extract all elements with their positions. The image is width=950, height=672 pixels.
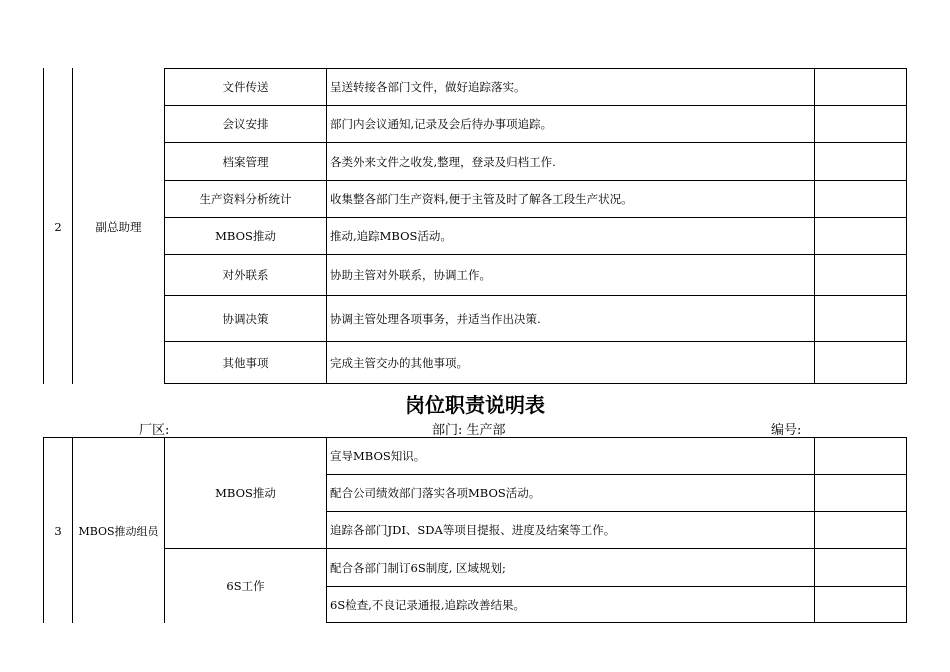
duty-item: 文件传送 — [222, 80, 269, 94]
duty-description: 完成主管交办的其他事项。 — [330, 355, 468, 370]
factory-label: 厂区: — [139, 422, 170, 438]
duty-description: 宣导MBOS知识。 — [330, 449, 426, 463]
duty-description: 呈送转接各部门文件，做好追踪落实。 — [330, 80, 526, 94]
code-label: 编号: — [771, 422, 802, 438]
duty-description: 协调主管处理各项事务，并适当作出决策. — [330, 311, 541, 326]
position-name: 副总助理 — [95, 219, 142, 234]
duty-item: 对外联系 — [222, 268, 269, 282]
duty-description: 收集整各部门生产资料,便于主管及时了解各工段生产状况。 — [330, 192, 633, 206]
duty-item: 生产资料分析统计 — [199, 192, 292, 206]
duty-description: 6S检查,不良记录通报,追踪改善结果。 — [330, 597, 526, 612]
duty-description: 配合公司绩效部门落实各项MBOS活动。 — [330, 486, 541, 500]
duty-item: MBOS推动 — [215, 486, 276, 500]
duty-item: 其他事项 — [222, 355, 269, 370]
duty-item: MBOS推动 — [215, 229, 276, 243]
duty-description: 部门内会议通知,记录及会后待办事项追踪。 — [330, 117, 553, 131]
duty-description: 协助主管对外联系，协调工作。 — [330, 268, 491, 282]
duty-description: 配合各部门制订6S制度, 区域规划; — [330, 560, 506, 575]
row-number: 3 — [54, 523, 62, 538]
row-number: 2 — [54, 219, 62, 234]
page-title: 岗位职责说明表 — [405, 392, 545, 417]
duty-item: 档案管理 — [222, 154, 269, 169]
department-label: 部门: 生产部 — [432, 422, 506, 438]
duty-item: 6S工作 — [226, 579, 265, 593]
duty-item: 会议安排 — [222, 117, 269, 131]
duty-description: 各类外来文件之收发,整理，登录及归档工作. — [330, 154, 556, 169]
duty-item: 协调决策 — [222, 311, 269, 326]
duty-description: 推动,追踪MBOS活动。 — [330, 229, 452, 243]
position-name: MBOS推动组员 — [78, 524, 159, 538]
duty-description: 追踪各部门JDI、SDA等项目提报、进度及结案等工作。 — [330, 523, 616, 537]
